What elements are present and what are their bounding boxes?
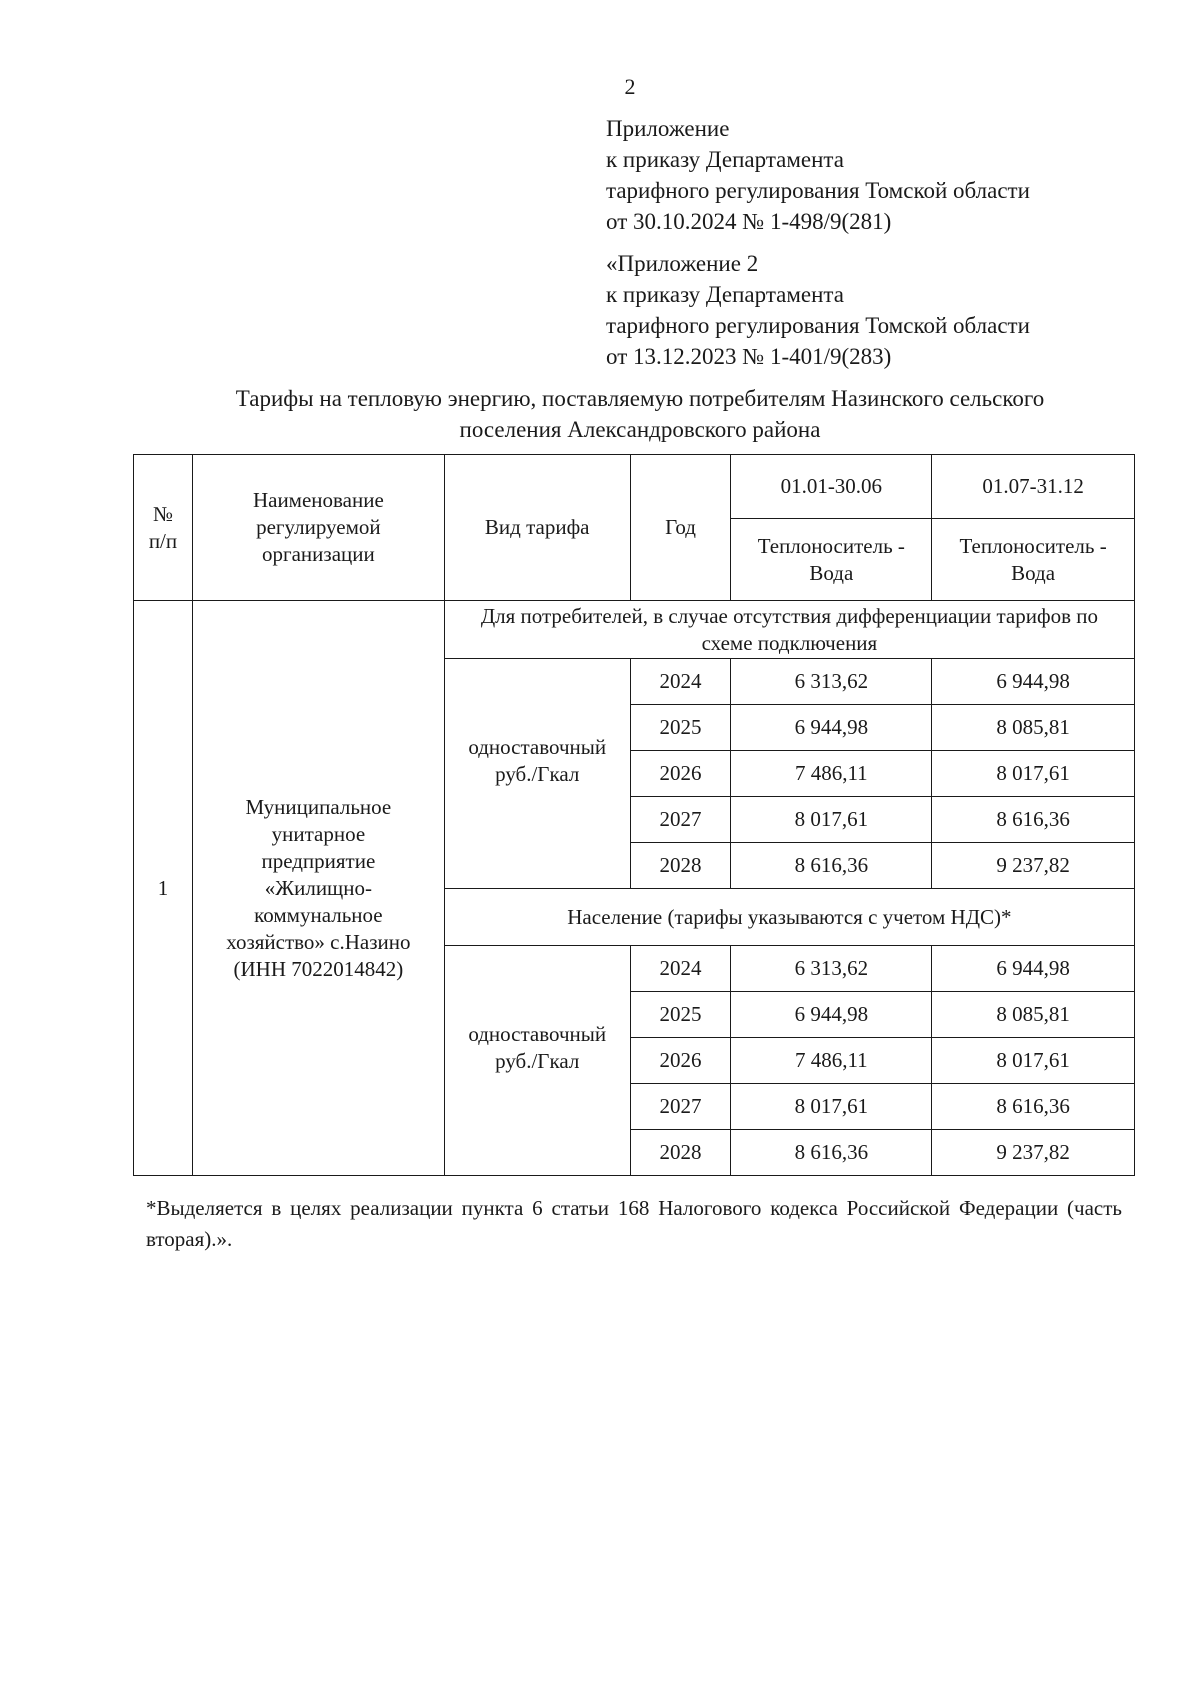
year-cell: 2028 bbox=[630, 843, 731, 889]
tariff-h2-cell: 9 237,82 bbox=[932, 1130, 1135, 1176]
year-cell: 2026 bbox=[630, 1038, 731, 1084]
tariff-h1-cell: 8 616,36 bbox=[731, 843, 932, 889]
section-title: Население (тарифы указываются с учетом НДС)* bbox=[444, 889, 1134, 946]
tariff-h2-cell: 8 616,36 bbox=[932, 1084, 1135, 1130]
appendix-line: тарифного регулирования Томской области bbox=[606, 178, 1030, 203]
tariff-h1-cell: 6 944,98 bbox=[731, 705, 932, 751]
tariff-h1-cell: 8 017,61 bbox=[731, 1084, 932, 1130]
appendix-line: от 13.12.2023 № 1-401/9(283) bbox=[606, 344, 892, 369]
appendix-line: к приказу Департамента bbox=[606, 282, 844, 307]
tariff-table bbox=[133, 454, 1135, 1176]
tariff-h1-cell: 8 017,61 bbox=[731, 797, 932, 843]
header-carrier-2: Теплоноситель - Вода bbox=[932, 519, 1135, 601]
year-cell: 2027 bbox=[630, 1084, 731, 1130]
previous-appendix-header bbox=[606, 248, 1030, 372]
tariff-h2-cell: 6 944,98 bbox=[932, 946, 1135, 992]
page-number: 2 bbox=[624, 74, 636, 99]
tariff-h1-cell: 8 616,36 bbox=[731, 1130, 932, 1176]
tariff-h2-cell: 8 017,61 bbox=[932, 751, 1135, 797]
section-title: Для потребителей, в случае отсутствия дифференциации тарифов по схеме подключения bbox=[444, 601, 1134, 659]
tariff-h2-cell: 8 616,36 bbox=[932, 797, 1135, 843]
header-period-1: 01.01-30.06 bbox=[731, 455, 932, 519]
tariff-h1-cell: 7 486,11 bbox=[731, 751, 932, 797]
header-carrier-1: Теплоноситель - Вода bbox=[731, 519, 932, 601]
document-title bbox=[150, 383, 1130, 445]
year-cell: 2028 bbox=[630, 1130, 731, 1176]
footnote: *Выделяется в целях реализации пункта 6 статьи 168 Налогового кодекса Российской Федерации (часть вторая).». bbox=[146, 1196, 1122, 1251]
title-line: поселения Александровского района bbox=[459, 417, 821, 442]
tariff-h2-cell: 9 237,82 bbox=[932, 843, 1135, 889]
tariff-h1-cell: 6 313,62 bbox=[731, 659, 932, 705]
header-organization: Наименование регулируемой организации bbox=[192, 455, 444, 601]
tariff-type: одноставочный руб./Гкал bbox=[444, 659, 630, 889]
header-year: Год bbox=[630, 455, 731, 601]
tariff-h1-cell: 7 486,11 bbox=[731, 1038, 932, 1084]
organization-name: Муниципальное унитарное предприятие «Жилищно-коммунальное хозяйство» с.Назино (ИНН 7022014842) bbox=[192, 601, 444, 1176]
tariff-h2-cell: 8 085,81 bbox=[932, 705, 1135, 751]
appendix-line: к приказу Департамента bbox=[606, 147, 844, 172]
tariff-h1-cell: 6 313,62 bbox=[731, 946, 932, 992]
header-tariff-type: Вид тарифа bbox=[444, 455, 630, 601]
tariff-h2-cell: 6 944,98 bbox=[932, 659, 1135, 705]
tariff-h2-cell: 8 085,81 bbox=[932, 992, 1135, 1038]
row-number: 1 bbox=[134, 601, 193, 1176]
tariff-type: одноставочный руб./Гкал bbox=[444, 946, 630, 1176]
year-cell: 2026 bbox=[630, 751, 731, 797]
tariff-h2-cell: 8 017,61 bbox=[932, 1038, 1135, 1084]
header-period-2: 01.07-31.12 bbox=[932, 455, 1135, 519]
appendix-line: тарифного регулирования Томской области bbox=[606, 313, 1030, 338]
year-cell: 2025 bbox=[630, 705, 731, 751]
year-cell: 2027 bbox=[630, 797, 731, 843]
year-cell: 2024 bbox=[630, 946, 731, 992]
tariff-h1-cell: 6 944,98 bbox=[731, 992, 932, 1038]
appendix-line: «Приложение 2 bbox=[606, 251, 759, 276]
title-line: Тарифы на тепловую энергию, поставляемую потребителям Назинского сельского bbox=[235, 386, 1045, 411]
year-cell: 2025 bbox=[630, 992, 731, 1038]
appendix-header bbox=[606, 113, 1030, 237]
header-number: № п/п bbox=[134, 455, 193, 601]
appendix-line: Приложение bbox=[606, 116, 730, 141]
appendix-line: от 30.10.2024 № 1-498/9(281) bbox=[606, 209, 892, 234]
year-cell: 2024 bbox=[630, 659, 731, 705]
